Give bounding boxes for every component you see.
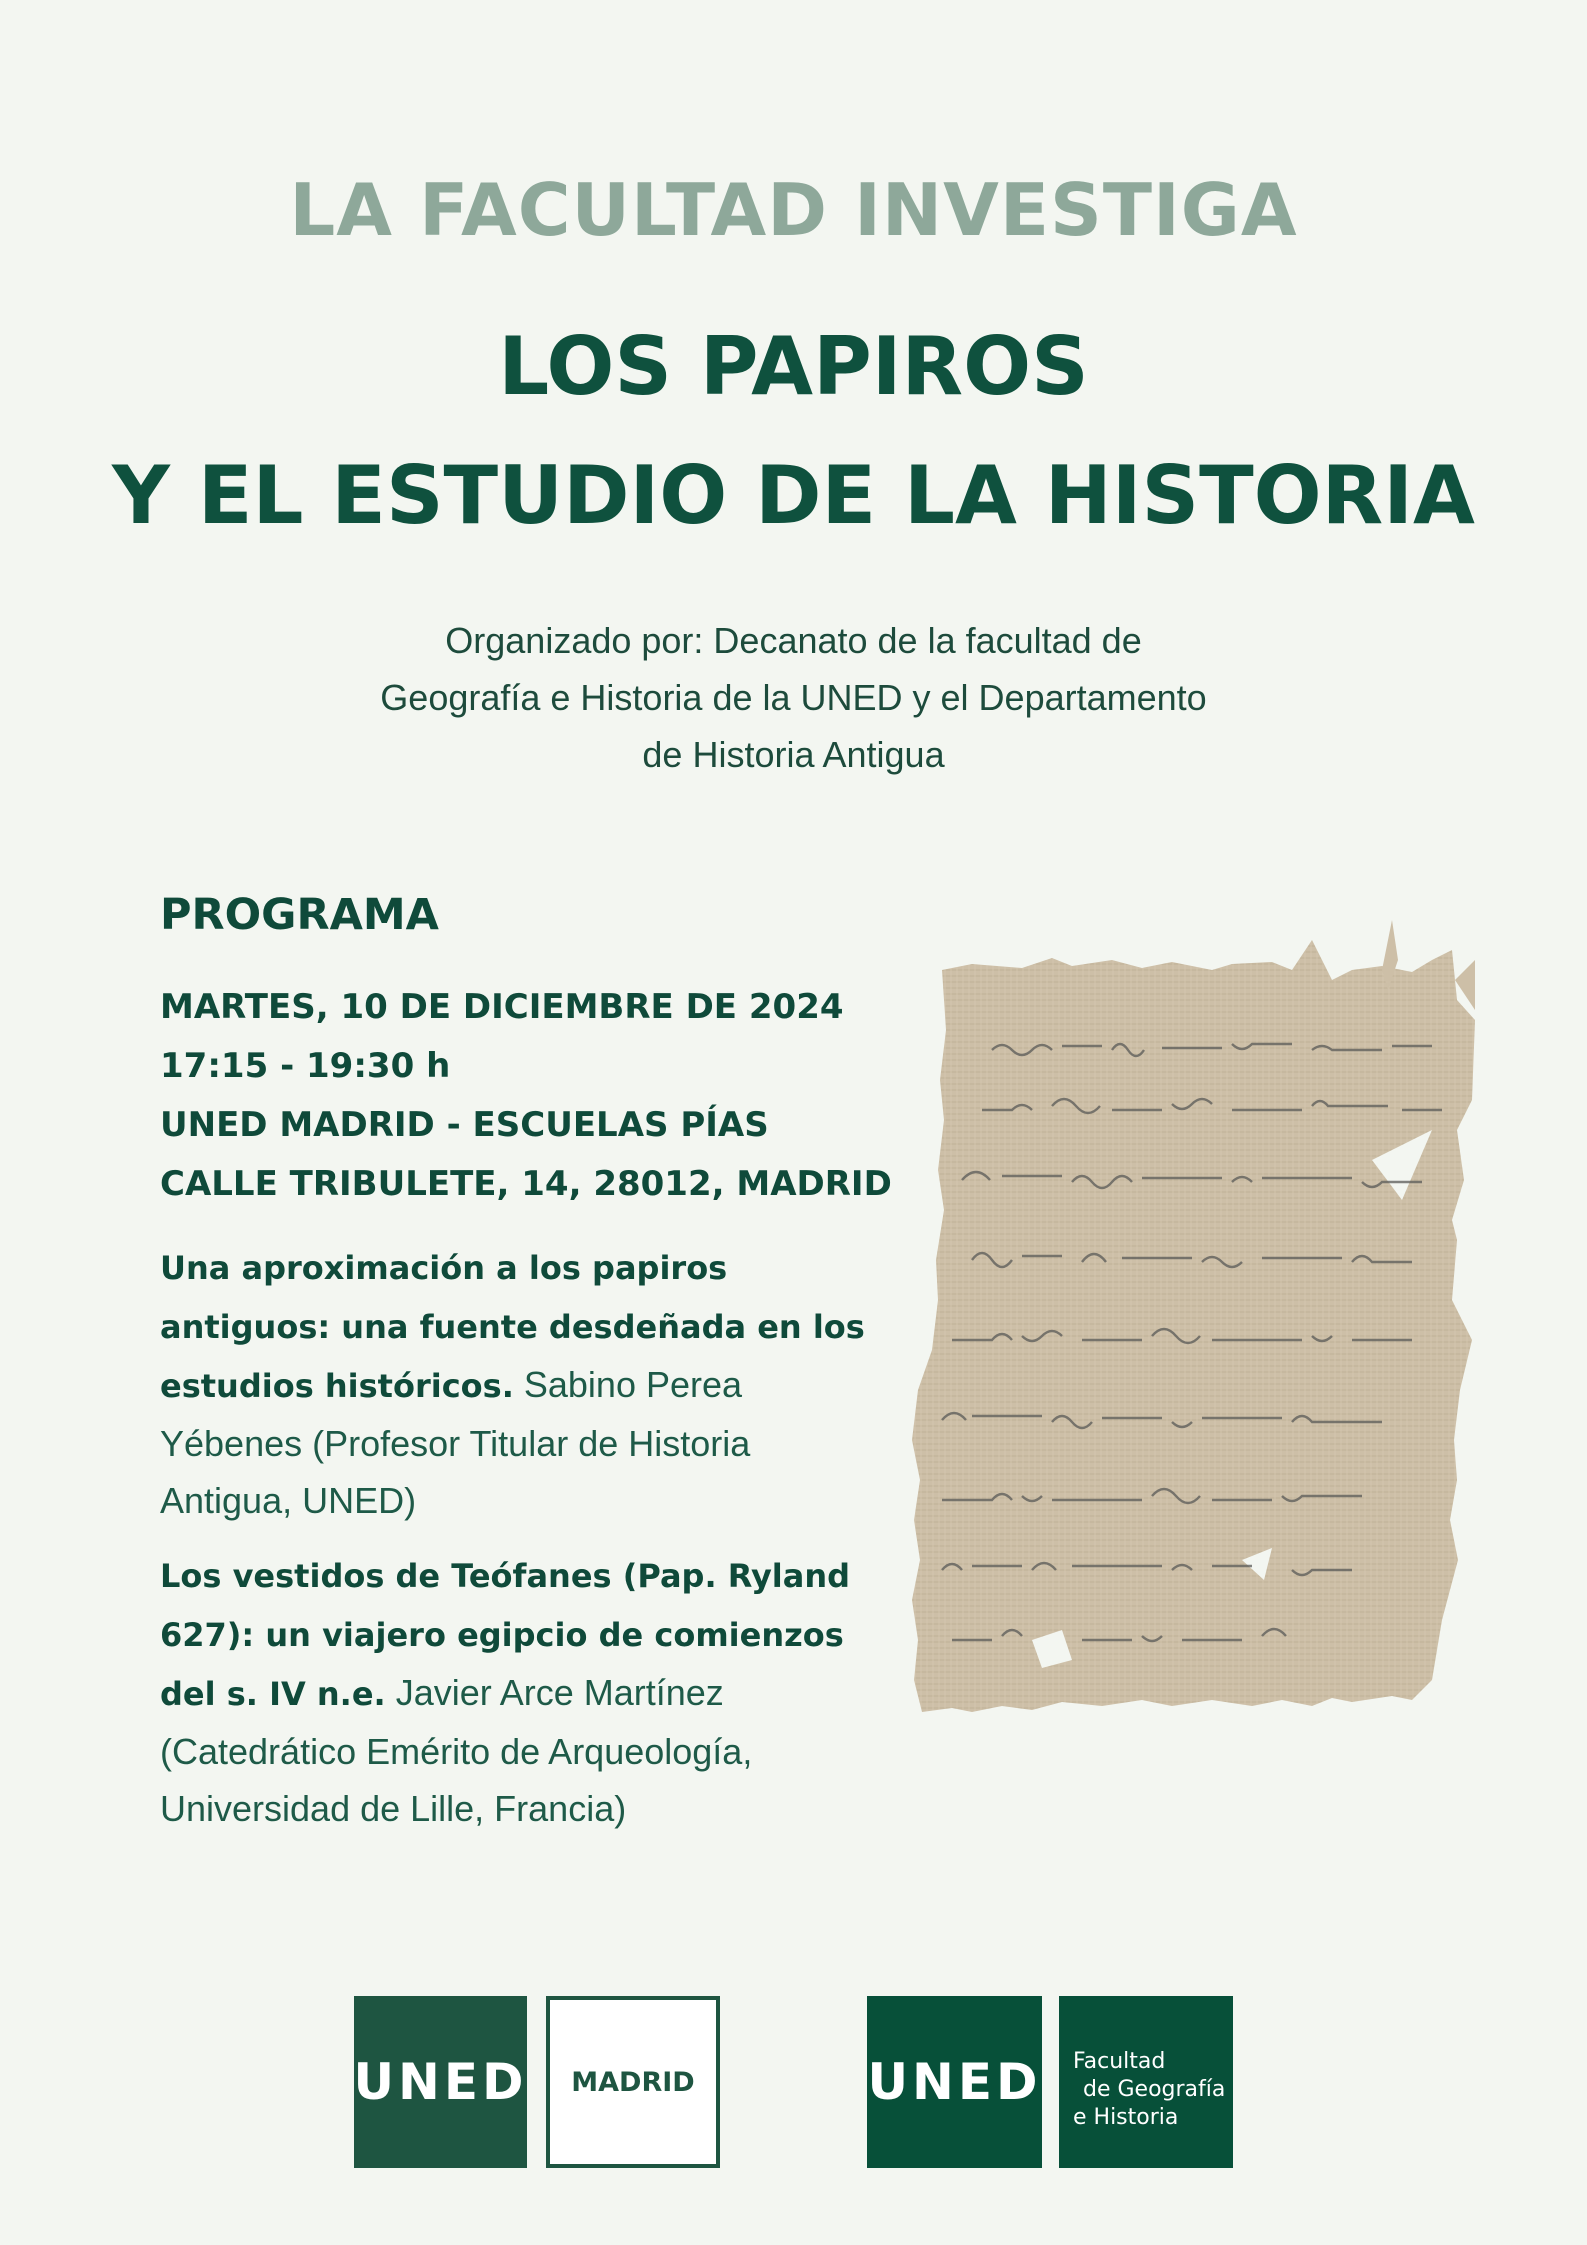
- madrid-logo: MADRID: [546, 1996, 720, 2168]
- uned-logo: UNED: [867, 1996, 1042, 2168]
- faculty-logo-line: e Historia: [1073, 2105, 1179, 2130]
- page-title-line-1: LOS PAPIROS: [498, 320, 1089, 413]
- organizer-text: [0, 612, 1587, 783]
- talk-title: Los vestidos de Teófanes (Pap. Ryland 627): un viajero egipcio de comienzos del s. IV n.e.: [160, 1557, 851, 1713]
- program-heading: PROGRAMA: [160, 890, 439, 940]
- event-address: CALLE TRIBULETE, 14, 28012, MADRID: [160, 1164, 892, 1204]
- organizer-line: Organizado por: Decanato de la facultad de: [445, 620, 1142, 661]
- talk-item: [160, 1546, 880, 1837]
- talk-speaker: Sabino Perea Yébenes (Profesor Titular de Historia Antigua, UNED): [160, 1364, 751, 1521]
- faculty-logo: [1059, 1996, 1233, 2168]
- event-time: 17:15 - 19:30 h: [160, 1046, 451, 1086]
- faculty-logo-line: Facultad: [1073, 2049, 1166, 2074]
- faculty-logo-line: de Geografía: [1083, 2077, 1226, 2102]
- organizer-line: Geografía e Historia de la UNED y el Departamento: [380, 677, 1207, 718]
- organizer-line: de Historia Antigua: [642, 734, 945, 775]
- talk-item: [160, 1238, 880, 1529]
- talk-speaker: Javier Arce Martínez (Catedrático Emérito de Arqueología, Universidad de Lille, Francia): [160, 1672, 753, 1829]
- event-details: [160, 978, 892, 1214]
- talk-title: Una aproximación a los papiros antiguos: una fuente desdeñada en los estudios históricos.: [160, 1249, 865, 1405]
- event-series-title: LA FACULTAD INVESTIGA: [289, 168, 1298, 252]
- uned-logo: UNED: [354, 1996, 527, 2168]
- page-title-line-2: Y EL ESTUDIO DE LA HISTORIA: [112, 449, 1475, 542]
- event-venue: UNED MADRID - ESCUELAS PÍAS: [160, 1105, 769, 1145]
- event-date: MARTES, 10 DE DICIEMBRE DE 2024: [160, 987, 844, 1027]
- papyrus-fragment-image: [912, 920, 1475, 1800]
